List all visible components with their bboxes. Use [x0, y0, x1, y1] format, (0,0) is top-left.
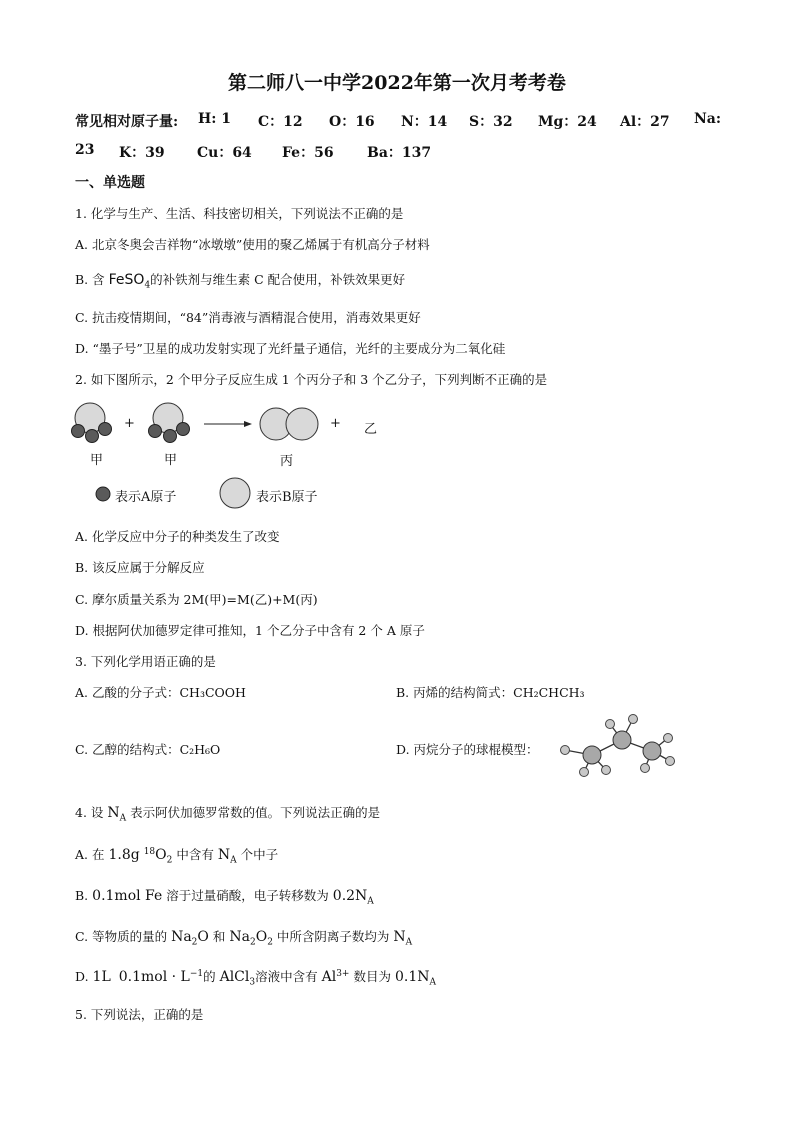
mass-na: Na: — [694, 111, 722, 127]
jia-label-2: 甲 — [164, 453, 178, 468]
q3-option-c: C. 乙醇的结构式：C₂H₆O — [75, 742, 221, 757]
q1-option-d: D. “墨子号”卫星的成功发射实现了光纤量子通信，光纤的主要成分为二氧化硅 — [75, 341, 506, 356]
q4-option-b: B. 0.1mol Fe 溶于过量硝酸，电子转移数为 $0.2N_A$ — [75, 888, 374, 907]
product-yi-label: 乙 — [364, 422, 378, 437]
q2-option-c: C. 摩尔质量关系为 2M(甲)=M(乙)+M(丙) — [75, 592, 318, 607]
q2-option-d: D. 根据阿伏加德罗定律可推知，1 个乙分子中含有 2 个 A 原子 — [75, 623, 425, 638]
q2-stem: 2. 如下图所示，2 个甲分子反应生成 1 个丙分子和 3 个乙分子，下列判断不正确的是 — [75, 372, 548, 387]
mass-cu: Cu：64 — [197, 145, 252, 161]
q4-option-d: D. 1L $0.1mol \cdot L^{-1}$的 AlCl$_3$溶液中含有 $Al^{3+}$ 数目为 $0.1N_A$ — [75, 968, 436, 988]
q4-option-c: C. 等物质的量的 $Na_2O$ 和 $Na_2O_2$ 中所含阴离子数均为 $N_A$ — [75, 929, 413, 948]
mass-ba: Ba：137 — [367, 145, 432, 161]
mass-na-value: 23 — [75, 142, 95, 158]
legend-a-label: 表示A原子 — [115, 490, 177, 505]
mass-k: K：39 — [119, 145, 165, 161]
q4-option-a: A. 在 1.8g $^{18}O_2$ 中含有 $N_A$ 个中子 — [75, 846, 279, 866]
q1-option-a: A. 北京冬奥会吉祥物“冰墩墩”使用的聚乙烯属于有机高分子材料 — [75, 237, 430, 252]
q4-stem: 4. 设 $N_A$ 表示阿伏加德罗常数的值。下列说法正确的是 — [75, 805, 381, 824]
q3-stem: 3. 下列化学用语正确的是 — [75, 654, 216, 669]
q1-option-b: B. 含 FeSO$_4$的补铁剂与维生素 C 配合使用，补铁效果更好 — [75, 272, 406, 291]
mass-c: C：12 — [258, 114, 303, 130]
mass-al: Al：27 — [620, 114, 670, 130]
q3-option-d: D. 丙烷分子的球棍模型： — [396, 742, 539, 757]
atomic-mass-label: 常见相对原子量: — [75, 114, 179, 130]
q5-stem: 5. 下列说法，正确的是 — [75, 1007, 204, 1022]
bing-label: 丙 — [280, 454, 294, 469]
q1-option-c: C. 抗击疫情期间，“84”消毒液与酒精混合使用，消毒效果更好 — [75, 310, 421, 325]
legend-b-label: 表示B原子 — [256, 490, 318, 505]
jia-label-1: 甲 — [90, 453, 104, 468]
q3-option-b: B. 丙烯的结构简式：CH₂CHCH₃ — [396, 685, 585, 700]
q2-option-b: B. 该反应属于分解反应 — [75, 560, 205, 575]
mass-h: H: 1 — [198, 111, 232, 127]
q3-option-a: A. 乙酸的分子式：CH₃COOH — [75, 685, 246, 700]
mass-o: O：16 — [329, 114, 375, 130]
plus-sign-1: + — [124, 416, 135, 431]
mass-mg: Mg：24 — [538, 114, 597, 130]
q2-option-a: A. 化学反应中分子的种类发生了改变 — [75, 529, 280, 544]
mass-fe: Fe：56 — [282, 145, 334, 161]
mass-n: N：14 — [401, 114, 448, 130]
plus-sign-2: + — [330, 416, 341, 431]
mass-s: S：32 — [469, 114, 513, 130]
q1-stem: 1. 化学与生产、生活、科技密切相关，下列说法不正确的是 — [75, 206, 404, 221]
section-heading: 一、单选题 — [75, 175, 145, 191]
page-title: 第二师八一中学2022年第一次月考考卷 — [228, 72, 566, 94]
